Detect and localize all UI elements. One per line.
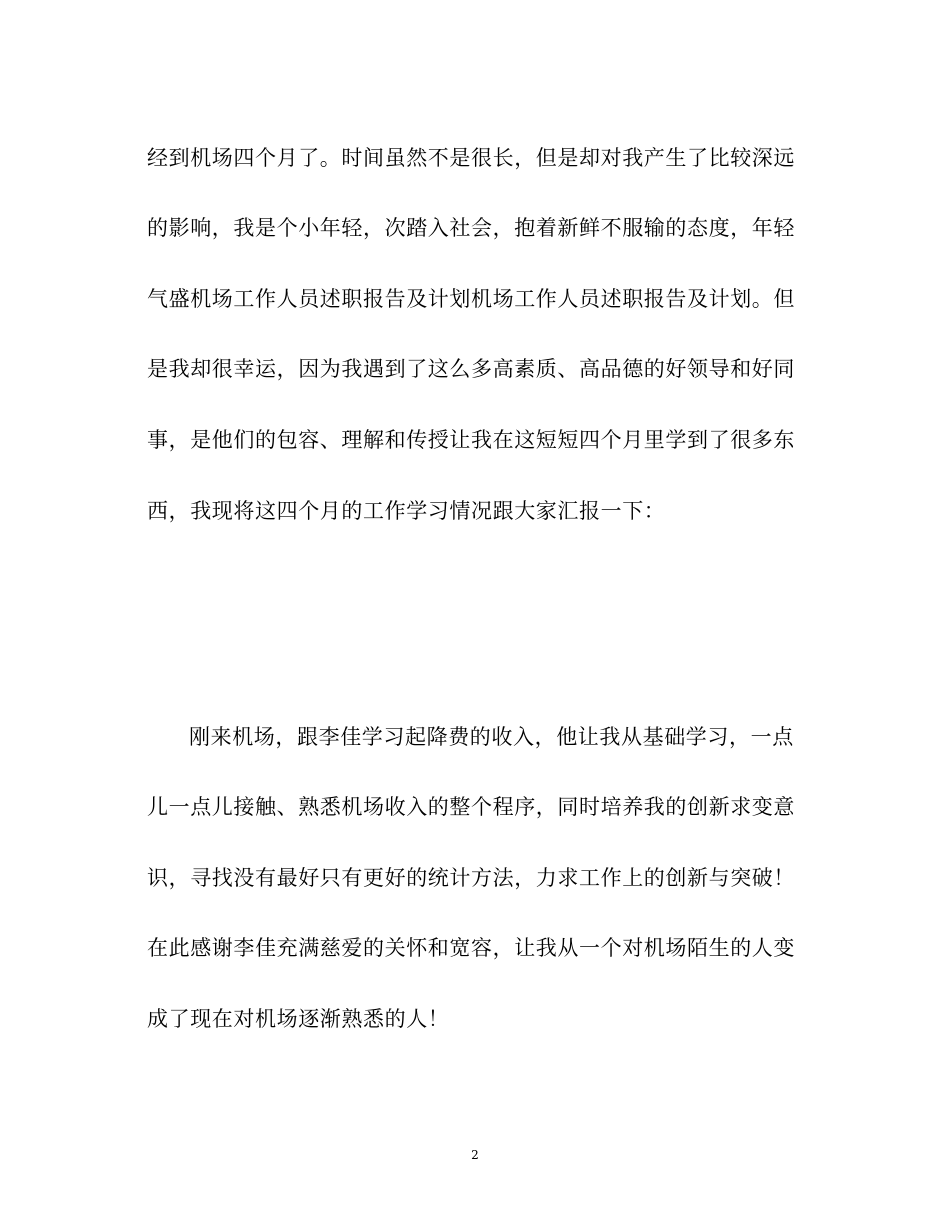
paragraph-line: 气盛机场工作人员述职报告及计划机场工作人员述职报告及计划。但 — [147, 287, 795, 311]
paragraph-line: 在此感谢李佳充满慈爱的关怀和宽容，让我从一个对机场陌生的人变 — [147, 936, 795, 960]
paragraph-line: 西，我现将这四个月的工作学习情况跟大家汇报一下： — [147, 499, 666, 523]
paragraph-line: 刚来机场，跟李佳学习起降费的收入，他让我从基础学习，一点 — [189, 725, 794, 749]
paragraph-line: 的影响，我是个小年轻，次踏入社会，抱着新鲜不服输的态度，年轻 — [147, 216, 795, 240]
paragraph-line: 识，寻找没有最好只有更好的统计方法，力求工作上的创新与突破！ — [147, 866, 795, 890]
paragraph-line: 成了现在对机场逐渐熟悉的人！ — [147, 1007, 450, 1031]
paragraph-line: 儿一点儿接触、熟悉机场收入的整个程序，同时培养我的创新求变意 — [147, 795, 795, 819]
paragraph-line: 事，是他们的包容、理解和传授让我在这短短四个月里学到了很多东 — [147, 428, 795, 452]
paragraph-line: 是我却很幸运，因为我遇到了这么多高素质、高品德的好领导和好同 — [147, 357, 795, 381]
paragraph-line: 经到机场四个月了。时间虽然不是很长，但是却对我产生了比较深远 — [147, 146, 795, 170]
page-number: 2 — [471, 1148, 479, 1162]
